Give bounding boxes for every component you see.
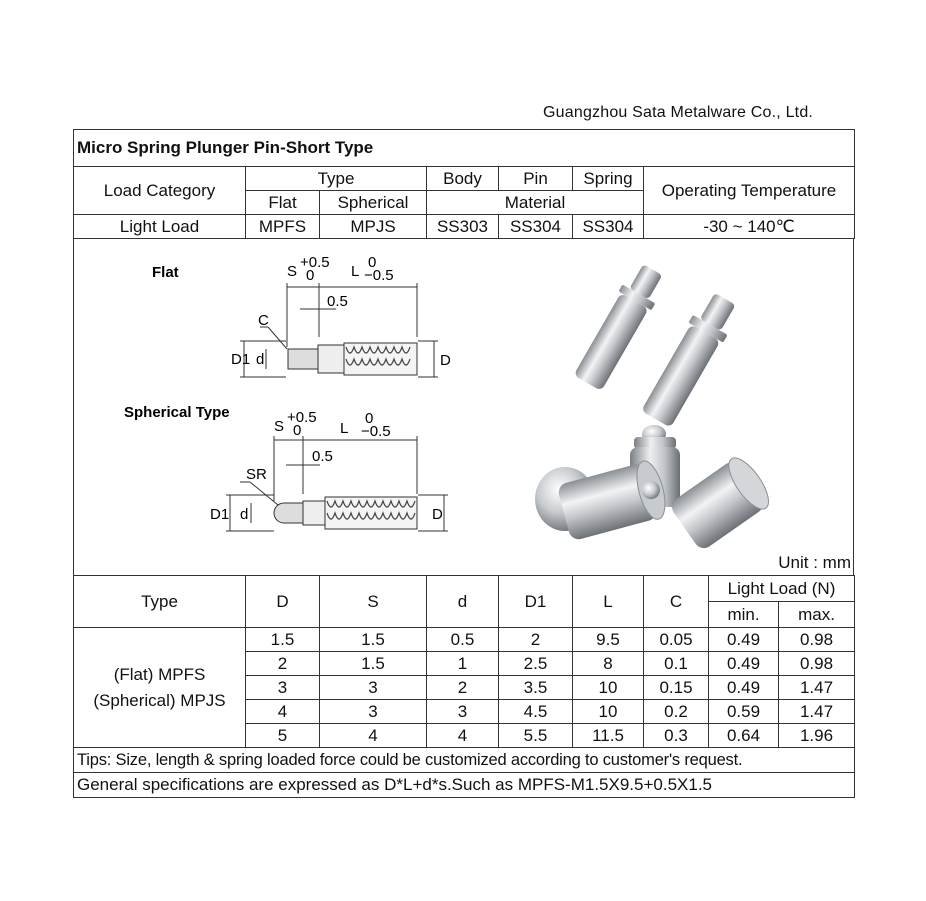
cell-C: 0.05 xyxy=(644,628,709,652)
pin-material: SS304 xyxy=(499,215,573,239)
col-D-header: D xyxy=(246,576,320,628)
cell-D1: 2.5 xyxy=(499,652,573,676)
cell-d: 0.5 xyxy=(427,628,499,652)
flat-dim-small-d: d xyxy=(256,351,265,368)
cell-D: 3 xyxy=(246,676,320,700)
cell-min: 0.64 xyxy=(709,724,779,748)
sph-dim-d1: D1 xyxy=(210,506,230,523)
table-row xyxy=(74,628,855,652)
cell-D: 5 xyxy=(246,724,320,748)
cell-D1: 3.5 xyxy=(499,676,573,700)
sph-dim-l-upper: 0 xyxy=(365,410,374,427)
cell-D: 2 xyxy=(246,652,320,676)
cell-min: 0.59 xyxy=(709,700,779,724)
sph-dim-sr: SR xyxy=(246,466,267,483)
sph-dim-small-d: d xyxy=(240,506,249,523)
pin-header: Pin xyxy=(499,167,573,191)
flat-drawing-label: Flat xyxy=(152,264,179,281)
spring-material: SS304 xyxy=(573,215,644,239)
cell-max: 0.98 xyxy=(779,628,855,652)
spherical-plunger-photo-3 xyxy=(668,452,776,553)
spherical-code: MPJS xyxy=(320,215,427,239)
flat-dim-l-lower: −0.5 xyxy=(364,267,394,284)
flat-plunger-photo-2 xyxy=(638,289,742,429)
flat-dim-big-d: D xyxy=(440,352,451,369)
spherical-header: Spherical xyxy=(320,191,427,215)
cell-C: 0.3 xyxy=(644,724,709,748)
flat-dim-l: L xyxy=(351,263,360,280)
load-value: Light Load xyxy=(74,215,246,239)
cell-S: 3 xyxy=(320,676,427,700)
cell-D1: 5.5 xyxy=(499,724,573,748)
sph-dim-s-lower: 0 xyxy=(293,422,302,439)
figure-panel xyxy=(73,239,854,575)
spherical-plunger-photo-2 xyxy=(535,458,670,542)
overview-table xyxy=(73,129,855,239)
cell-D1: 2 xyxy=(499,628,573,652)
sph-dim-s: S xyxy=(274,418,285,435)
col-S-header: S xyxy=(320,576,427,628)
flat-dim-c: C xyxy=(258,312,269,329)
col-D1-header: D1 xyxy=(499,576,573,628)
sph-dim-big-d: D xyxy=(432,506,443,523)
cell-d: 3 xyxy=(427,700,499,724)
spherical-plunger-drawing xyxy=(274,497,417,529)
sheet-title: Micro Spring Plunger Pin-Short Type xyxy=(74,130,855,167)
spec-table xyxy=(73,575,855,798)
cell-S: 3 xyxy=(320,700,427,724)
cell-d: 1 xyxy=(427,652,499,676)
col-C-header: C xyxy=(644,576,709,628)
sph-dim-05: 0.5 xyxy=(312,448,333,465)
light-load-header: Light Load (N) xyxy=(709,576,855,602)
cell-S: 1.5 xyxy=(320,628,427,652)
material-header: Material xyxy=(427,191,644,215)
sph-dim-l: L xyxy=(340,420,349,437)
cell-d: 2 xyxy=(427,676,499,700)
cell-L: 9.5 xyxy=(573,628,644,652)
cell-max: 1.47 xyxy=(779,676,855,700)
spherical-drawing-label: Spherical Type xyxy=(124,404,230,421)
company-name: Guangzhou Sata Metalware Co., Ltd. xyxy=(543,104,814,121)
unit-label: Unit : mm xyxy=(778,553,851,572)
cell-L: 11.5 xyxy=(573,724,644,748)
spec-sheet xyxy=(73,129,854,798)
body-header: Body xyxy=(427,167,499,191)
cell-L: 10 xyxy=(573,676,644,700)
flat-header: Flat xyxy=(246,191,320,215)
flat-plunger-photo-1 xyxy=(571,260,669,392)
tips-text: Tips: Size, length & spring loaded force could be customized according to customer's request. xyxy=(74,748,855,773)
flat-dim-s-lower: 0 xyxy=(306,267,315,284)
cell-C: 0.1 xyxy=(644,652,709,676)
cell-S: 4 xyxy=(320,724,427,748)
flat-dim-s: S xyxy=(287,263,298,280)
cell-C: 0.15 xyxy=(644,676,709,700)
sph-dim-l-lower: −0.5 xyxy=(361,423,391,440)
cell-max: 1.96 xyxy=(779,724,855,748)
cell-min: 0.49 xyxy=(709,652,779,676)
col-L-header: L xyxy=(573,576,644,628)
col-type-header: Type xyxy=(74,576,246,628)
cell-S: 1.5 xyxy=(320,652,427,676)
flat-dim-d1: D1 xyxy=(231,351,251,368)
min-header: min. xyxy=(709,602,779,628)
load-category-header: Load Category xyxy=(74,167,246,215)
cell-D1: 4.5 xyxy=(499,700,573,724)
operating-temperature-header: Operating Temperature xyxy=(644,167,855,215)
cell-min: 0.49 xyxy=(709,628,779,652)
col-d-header: d xyxy=(427,576,499,628)
flat-dim-l-upper: 0 xyxy=(368,254,377,271)
cell-d: 4 xyxy=(427,724,499,748)
cell-C: 0.2 xyxy=(644,700,709,724)
type-header: Type xyxy=(246,167,427,191)
general-spec-text: General specifications are expressed as D*L+d*s.Such as MPFS-M1.5X9.5+0.5X1.5 xyxy=(74,773,855,798)
cell-L: 10 xyxy=(573,700,644,724)
body-material: SS303 xyxy=(427,215,499,239)
flat-dim-s-upper: +0.5 xyxy=(300,254,330,271)
type-spherical-name: (Spherical) MPJS xyxy=(93,690,226,710)
technical-drawing xyxy=(74,239,853,575)
cell-D: 1.5 xyxy=(246,628,320,652)
cell-L: 8 xyxy=(573,652,644,676)
flat-plunger-drawing xyxy=(288,343,417,375)
temperature-value: -30 ~ 140℃ xyxy=(644,215,855,239)
type-names-cell xyxy=(74,628,246,748)
max-header: max. xyxy=(779,602,855,628)
type-flat-name: (Flat) MPFS xyxy=(113,664,206,684)
flat-dim-05: 0.5 xyxy=(327,293,348,310)
cell-min: 0.49 xyxy=(709,676,779,700)
cell-D: 4 xyxy=(246,700,320,724)
spring-header: Spring xyxy=(573,167,644,191)
cell-max: 1.47 xyxy=(779,700,855,724)
flat-code: MPFS xyxy=(246,215,320,239)
cell-max: 0.98 xyxy=(779,652,855,676)
sph-dim-s-upper: +0.5 xyxy=(287,409,317,426)
